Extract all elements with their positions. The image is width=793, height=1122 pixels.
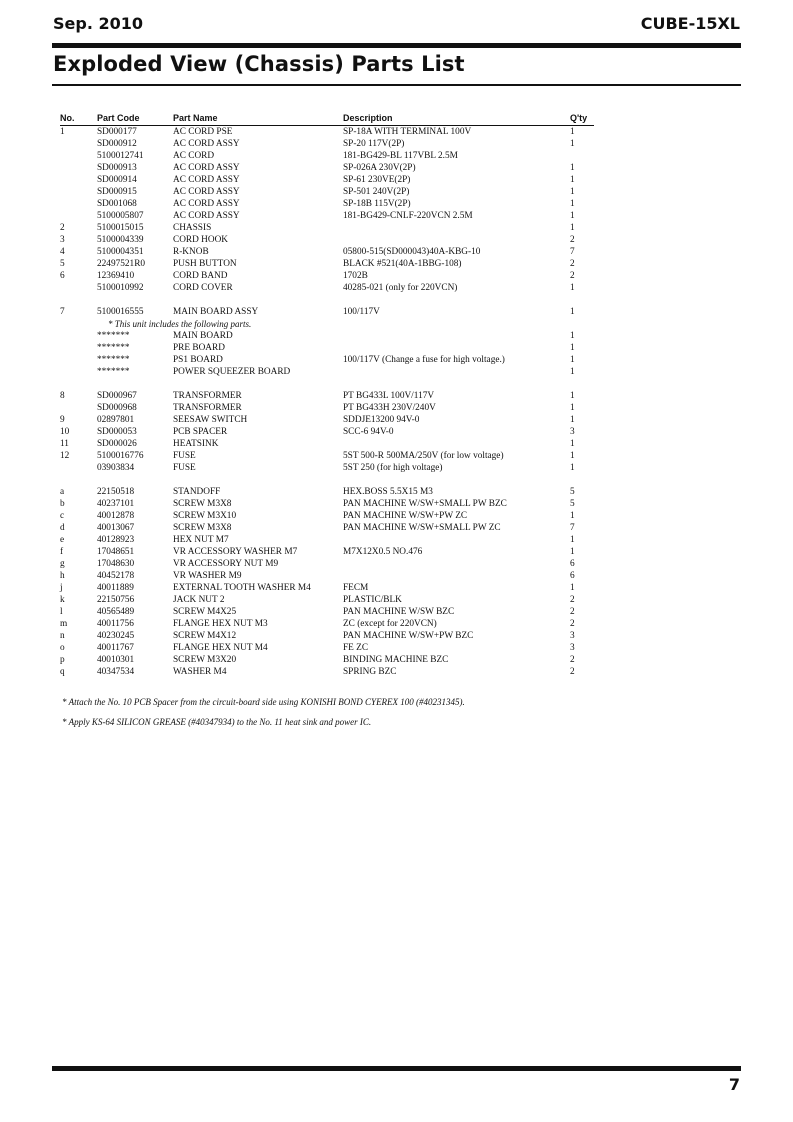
- cell-qty: 6: [570, 559, 575, 569]
- table-row: [60, 222, 594, 234]
- cell-qty: 2: [570, 259, 575, 269]
- table-note: [60, 318, 594, 330]
- cell-part-code: SD000026: [97, 439, 137, 449]
- cell-no: 10: [60, 427, 70, 437]
- cell-no: 6: [60, 271, 65, 281]
- cell-no: c: [60, 511, 65, 521]
- cell-part-code: 5100015015: [97, 223, 144, 233]
- cell-part-name: CORD HOOK: [173, 235, 229, 245]
- cell-qty: 3: [570, 643, 575, 653]
- cell-description: 100/117V: [343, 307, 380, 317]
- cell-part-code: SD001068: [97, 199, 137, 209]
- cell-qty: 1: [570, 439, 575, 449]
- cell-part-name: CHASSIS: [173, 223, 212, 233]
- cell-qty: 1: [570, 283, 575, 293]
- cell-part-code: 12369410: [97, 271, 135, 281]
- cell-part-code: 17048630: [97, 559, 135, 569]
- table-row: [60, 342, 594, 354]
- cell-part-name: AC CORD ASSY: [173, 139, 240, 149]
- cell-description: 181-BG429-BL 117VBL 2.5M: [343, 151, 458, 161]
- cell-description: FECM: [343, 583, 369, 593]
- cell-qty: 3: [570, 631, 575, 641]
- cell-no: 4: [60, 247, 65, 257]
- cell-qty: 5: [570, 487, 575, 497]
- cell-description: 40285-021 (only for 220VCN): [343, 283, 458, 293]
- cell-description: 05800-515(SD000043)40A-KBG-10: [343, 247, 481, 257]
- cell-part-code: 40011889: [97, 583, 134, 593]
- table-row: [60, 330, 594, 342]
- cell-description: PT BG433L 100V/117V: [343, 391, 435, 401]
- cell-part-code: *******: [97, 367, 130, 377]
- cell-part-name: FUSE: [173, 451, 196, 461]
- cell-part-code: 22150756: [97, 595, 135, 605]
- footer-rule: [52, 1066, 741, 1071]
- table-row: [60, 606, 594, 618]
- cell-no: a: [60, 487, 65, 497]
- cell-part-code: 22150518: [97, 487, 135, 497]
- cell-part-code: SD000053: [97, 427, 137, 437]
- cell-part-name: MAIN BOARD ASSY: [173, 307, 259, 317]
- cell-qty: 1: [570, 199, 575, 209]
- cell-description: 100/117V (Change a fuse for high voltage.): [343, 355, 505, 365]
- cell-qty: 7: [570, 523, 575, 533]
- table-row: [60, 618, 594, 630]
- table-row: [60, 498, 594, 510]
- cell-part-code: SD000967: [97, 391, 137, 401]
- table-row: [60, 150, 594, 162]
- cell-part-code: *******: [97, 331, 130, 341]
- cell-part-code: 40565489: [97, 607, 135, 617]
- table-row: [60, 354, 594, 366]
- cell-no: f: [60, 547, 64, 557]
- cell-no: h: [60, 571, 65, 581]
- cell-no: 2: [60, 223, 65, 233]
- cell-part-code: 5100010992: [97, 283, 144, 293]
- cell-part-name: AC CORD ASSY: [173, 175, 240, 185]
- cell-part-code: 40347534: [97, 667, 135, 677]
- cell-part-code: SD000914: [97, 175, 137, 185]
- cell-part-code: *******: [97, 343, 130, 353]
- table-row: [60, 462, 594, 474]
- cell-no: q: [60, 667, 65, 677]
- cell-part-name: STANDOFF: [173, 487, 221, 497]
- cell-qty: 2: [570, 667, 575, 677]
- cell-qty: 1: [570, 343, 575, 353]
- cell-qty: 2: [570, 595, 575, 605]
- table-row: [60, 546, 594, 558]
- cell-part-code: 40230245: [97, 631, 135, 641]
- table-header: [60, 113, 594, 124]
- table-row: [60, 126, 594, 138]
- cell-qty: 2: [570, 655, 575, 665]
- cell-part-code: SD000968: [97, 403, 137, 413]
- cell-no: k: [60, 595, 65, 605]
- cell-part-code: 02897801: [97, 415, 135, 425]
- table-row: [60, 198, 594, 210]
- cell-qty: 1: [570, 415, 575, 425]
- cell-qty: 1: [570, 367, 575, 377]
- cell-part-name: HEATSINK: [173, 439, 219, 449]
- cell-part-name: AC CORD ASSY: [173, 187, 240, 197]
- table-row: [60, 246, 594, 258]
- table-row: [60, 426, 594, 438]
- col-header-part-name: Part Name: [173, 113, 218, 123]
- cell-no: 7: [60, 307, 65, 317]
- cell-qty: 1: [570, 139, 575, 149]
- table-row: [60, 654, 594, 666]
- cell-part-code: 40011756: [97, 619, 134, 629]
- cell-qty: 1: [570, 163, 575, 173]
- cell-no: o: [60, 643, 65, 653]
- table-row: [60, 642, 594, 654]
- cell-no: b: [60, 499, 65, 509]
- cell-part-code: 5100016776: [97, 451, 144, 461]
- table-row: [60, 666, 594, 678]
- cell-part-name: HEX NUT M7: [173, 535, 229, 545]
- header-date: Sep. 2010: [53, 14, 144, 33]
- cell-part-name: AC CORD ASSY: [173, 199, 240, 209]
- cell-part-name: FLANGE HEX NUT M3: [173, 619, 268, 629]
- cell-part-name: POWER SQUEEZER BOARD: [173, 367, 291, 377]
- table-row: [60, 390, 594, 402]
- cell-qty: 5: [570, 499, 575, 509]
- parts-table: [60, 113, 594, 678]
- table-row: [60, 186, 594, 198]
- cell-qty: 1: [570, 331, 575, 341]
- row-spacer: [60, 474, 594, 486]
- cell-part-name: VR ACCESSORY NUT M9: [173, 559, 279, 569]
- cell-no: j: [60, 583, 63, 593]
- cell-description: HEX.BOSS 5.5X15 M3: [343, 487, 433, 497]
- col-header-description: Description: [343, 113, 393, 123]
- cell-part-name: SCREW M3X8: [173, 523, 232, 533]
- cell-no: e: [60, 535, 65, 545]
- table-row: [60, 138, 594, 150]
- cell-part-code: 5100005807: [97, 211, 144, 221]
- cell-description: SDDJE13200 94V-0: [343, 415, 420, 425]
- page-number: 7: [728, 1075, 740, 1094]
- table-row: [60, 282, 594, 294]
- cell-part-name: SCREW M3X20: [173, 655, 237, 665]
- cell-description: M7X12X0.5 NO.476: [343, 547, 423, 557]
- cell-qty: 1: [570, 583, 575, 593]
- cell-qty: 3: [570, 427, 575, 437]
- cell-part-code: 40452178: [97, 571, 135, 581]
- cell-description: 5ST 250 (for high voltage): [343, 463, 443, 473]
- cell-part-name: MAIN BOARD: [173, 331, 233, 341]
- cell-part-code: 22497521R0: [97, 259, 146, 269]
- cell-description: SP-026A 230V(2P): [343, 163, 416, 173]
- cell-qty: 6: [570, 571, 575, 581]
- table-row: [60, 270, 594, 282]
- cell-part-code: 03903834: [97, 463, 135, 473]
- cell-part-name: CORD COVER: [173, 283, 233, 293]
- cell-no: 12: [60, 451, 70, 461]
- page-title: Exploded View (Chassis) Parts List: [53, 52, 465, 76]
- col-header-part-code: Part Code: [97, 113, 140, 123]
- cell-description: SP-61 230VE(2P): [343, 175, 411, 185]
- cell-qty: 1: [570, 511, 575, 521]
- row-spacer: [60, 378, 594, 390]
- cell-part-name: AC CORD ASSY: [173, 163, 240, 173]
- cell-description: FE ZC: [343, 643, 369, 653]
- table-row: [60, 210, 594, 222]
- cell-no: 5: [60, 259, 65, 269]
- col-header-no: No.: [60, 113, 75, 123]
- cell-description: PAN MACHINE W/SW BZC: [343, 607, 455, 617]
- cell-part-code: 40013067: [97, 523, 135, 533]
- cell-description: BINDING MACHINE BZC: [343, 655, 449, 665]
- cell-part-name: SCREW M4X25: [173, 607, 237, 617]
- cell-qty: 2: [570, 271, 575, 281]
- cell-part-name: VR WASHER M9: [173, 571, 242, 581]
- cell-part-code: 40128923: [97, 535, 135, 545]
- cell-part-code: 40012878: [97, 511, 135, 521]
- cell-part-code: 40237101: [97, 499, 135, 509]
- table-row: [60, 630, 594, 642]
- cell-description: BLACK #521(40A-1BBG-108): [343, 259, 462, 269]
- cell-description: PAN MACHINE W/SW+PW ZC: [343, 511, 468, 521]
- cell-qty: 2: [570, 607, 575, 617]
- cell-part-code: 5100004351: [97, 247, 144, 257]
- table-row: [60, 234, 594, 246]
- cell-part-name: TRANSFORMER: [173, 391, 242, 401]
- cell-part-code: SD000913: [97, 163, 137, 173]
- cell-no: 3: [60, 235, 65, 245]
- cell-part-name: SEESAW SWITCH: [173, 415, 248, 425]
- cell-description: SP-18B 115V(2P): [343, 199, 411, 209]
- cell-no: m: [60, 619, 68, 629]
- cell-part-name: VR ACCESSORY WASHER M7: [173, 547, 298, 557]
- cell-description: SP-18A WITH TERMINAL 100V: [343, 127, 472, 137]
- footnote: * Apply KS-64 SILICON GREASE (#40347934) to the No. 11 heat sink and power IC.: [62, 717, 372, 727]
- cell-description: 1702B: [343, 271, 368, 281]
- table-row: [60, 438, 594, 450]
- cell-no: n: [60, 631, 65, 641]
- cell-part-name: FUSE: [173, 463, 196, 473]
- row-spacer: [60, 294, 594, 306]
- cell-qty: 1: [570, 223, 575, 233]
- cell-qty: 1: [570, 451, 575, 461]
- cell-part-name: PUSH BUTTON: [173, 259, 237, 269]
- cell-description: ZC (except for 220VCN): [343, 619, 437, 629]
- cell-qty: 1: [570, 211, 575, 221]
- table-row: [60, 174, 594, 186]
- table-row: [60, 534, 594, 546]
- table-row: [60, 162, 594, 174]
- table-row: [60, 522, 594, 534]
- cell-part-code: 5100004339: [97, 235, 144, 245]
- cell-qty: 1: [570, 535, 575, 545]
- cell-part-code: 40010301: [97, 655, 135, 665]
- table-row: [60, 594, 594, 606]
- cell-qty: 1: [570, 187, 575, 197]
- note-text: * This unit includes the following parts.: [108, 319, 252, 329]
- cell-part-code: 5100012741: [97, 151, 144, 161]
- cell-part-code: *******: [97, 355, 130, 365]
- cell-no: p: [60, 655, 65, 665]
- cell-part-name: PRE BOARD: [173, 343, 225, 353]
- table-row: [60, 510, 594, 522]
- cell-description: PT BG433H 230V/240V: [343, 403, 436, 413]
- cell-part-name: PCB SPACER: [173, 427, 228, 437]
- cell-part-code: 5100016555: [97, 307, 144, 317]
- cell-qty: 1: [570, 391, 575, 401]
- table-row: [60, 570, 594, 582]
- title-rule: [52, 84, 741, 86]
- cell-part-name: SCREW M3X10: [173, 511, 237, 521]
- table-body: [60, 126, 594, 678]
- cell-part-name: TRANSFORMER: [173, 403, 242, 413]
- cell-part-name: CORD BAND: [173, 271, 228, 281]
- cell-description: PAN MACHINE W/SW+SMALL PW BZC: [343, 499, 507, 509]
- cell-part-name: EXTERNAL TOOTH WASHER M4: [173, 583, 311, 593]
- cell-no: g: [60, 559, 65, 569]
- cell-part-name: SCREW M4X12: [173, 631, 237, 641]
- cell-description: PAN MACHINE W/SW+PW BZC: [343, 631, 474, 641]
- table-row: [60, 486, 594, 498]
- cell-part-name: AC CORD ASSY: [173, 211, 240, 221]
- cell-part-name: FLANGE HEX NUT M4: [173, 643, 268, 653]
- cell-qty: 7: [570, 247, 575, 257]
- table-row: [60, 582, 594, 594]
- table-row: [60, 306, 594, 318]
- cell-part-code: 17048651: [97, 547, 135, 557]
- cell-description: SP-501 240V(2P): [343, 187, 410, 197]
- cell-qty: 1: [570, 307, 575, 317]
- cell-no: 1: [60, 127, 65, 137]
- cell-qty: 2: [570, 235, 575, 245]
- table-row: [60, 366, 594, 378]
- cell-no: 9: [60, 415, 65, 425]
- table-row: [60, 414, 594, 426]
- cell-part-name: R-KNOB: [173, 247, 209, 257]
- cell-part-name: WASHER M4: [173, 667, 227, 677]
- cell-qty: 1: [570, 403, 575, 413]
- cell-part-code: SD000915: [97, 187, 137, 197]
- footnote: * Attach the No. 10 PCB Spacer from the circuit-board side using KONISHI BOND CYEREX 100 (#40231345).: [62, 697, 465, 707]
- cell-part-code: SD000912: [97, 139, 137, 149]
- cell-description: PAN MACHINE W/SW+SMALL PW ZC: [343, 523, 501, 533]
- cell-part-name: PS1 BOARD: [173, 355, 223, 365]
- cell-description: 181-BG429-CNLF-220VCN 2.5M: [343, 211, 473, 221]
- table-row: [60, 402, 594, 414]
- cell-part-code: 40011767: [97, 643, 134, 653]
- table-row: [60, 258, 594, 270]
- cell-description: PLASTIC/BLK: [343, 595, 402, 605]
- cell-part-name: AC CORD: [173, 151, 215, 161]
- cell-qty: 1: [570, 355, 575, 365]
- cell-description: 5ST 500-R 500MA/250V (for low voltage): [343, 451, 504, 461]
- cell-qty: 1: [570, 175, 575, 185]
- cell-qty: 1: [570, 547, 575, 557]
- cell-no: d: [60, 523, 65, 533]
- table-row: [60, 558, 594, 570]
- header-rule: [52, 43, 741, 48]
- cell-qty: 1: [570, 463, 575, 473]
- cell-part-name: AC CORD PSE: [173, 127, 233, 137]
- cell-qty: 1: [570, 127, 575, 137]
- cell-description: SP-20 117V(2P): [343, 139, 405, 149]
- table-row: [60, 450, 594, 462]
- col-header-qty: Q'ty: [570, 113, 588, 123]
- cell-no: 8: [60, 391, 65, 401]
- cell-part-code: SD000177: [97, 127, 137, 137]
- cell-part-name: SCREW M3X8: [173, 499, 232, 509]
- cell-no: l: [60, 607, 63, 617]
- footnotes: [62, 695, 465, 735]
- cell-qty: 2: [570, 619, 575, 629]
- cell-description: SCC-6 94V-0: [343, 427, 394, 437]
- cell-no: 11: [60, 439, 69, 449]
- cell-description: SPRING BZC: [343, 667, 397, 677]
- header-model: CUBE-15XL: [640, 14, 740, 33]
- cell-part-name: JACK NUT 2: [173, 595, 225, 605]
